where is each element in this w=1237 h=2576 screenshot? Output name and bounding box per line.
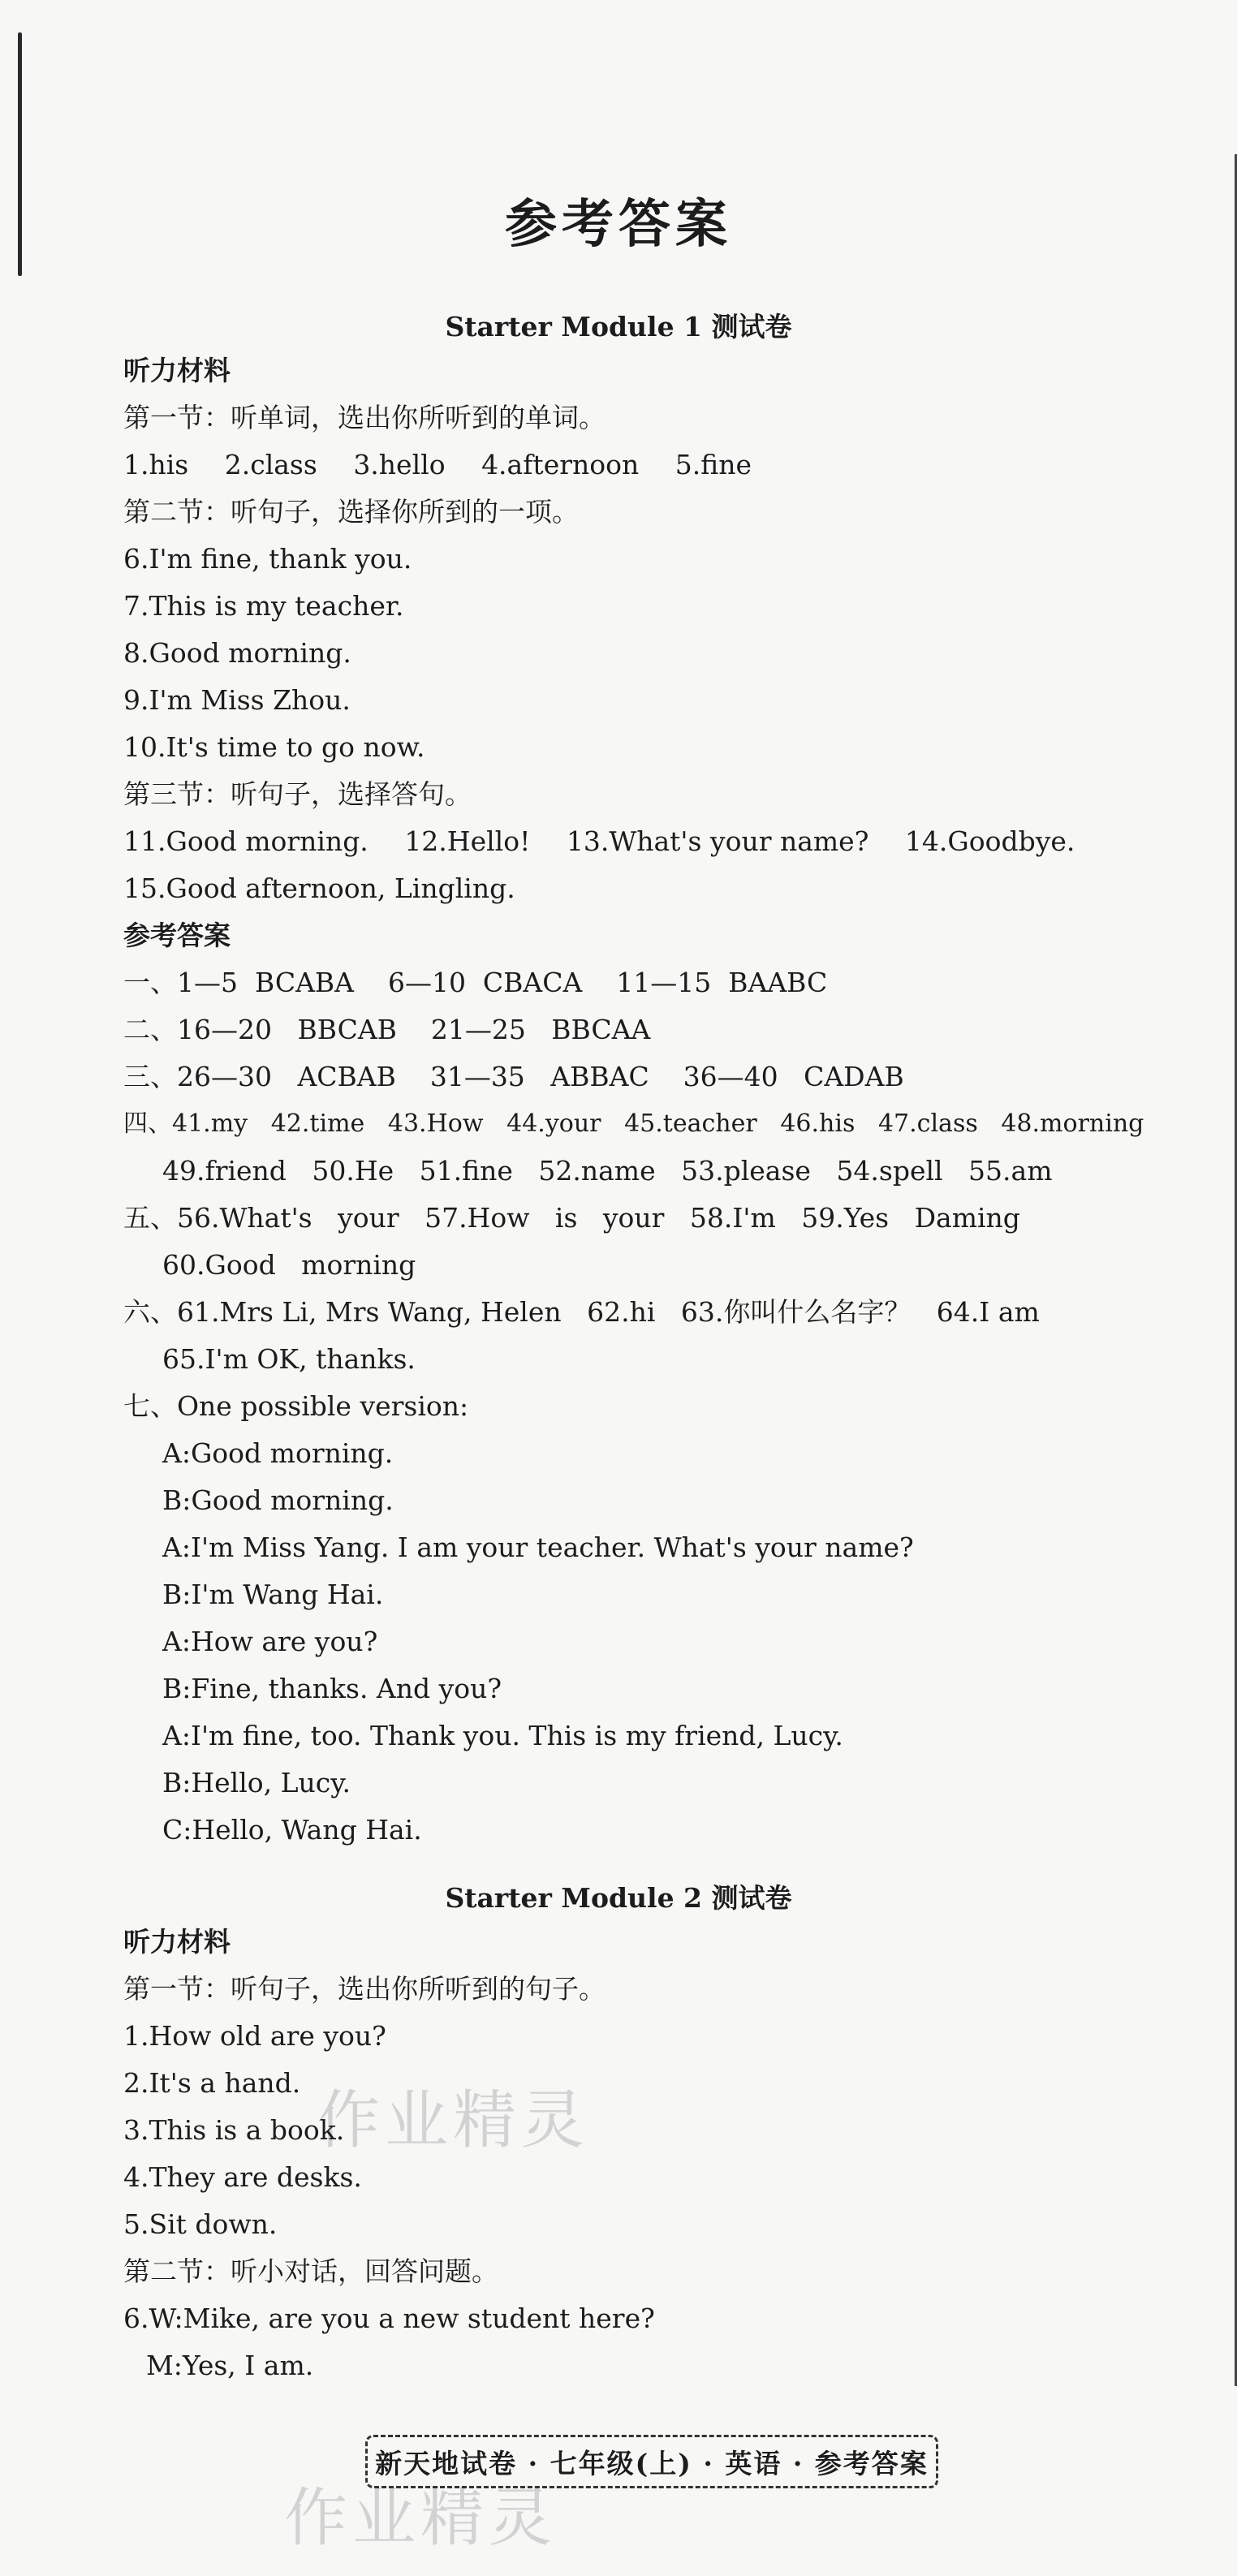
word-list [123,447,779,483]
list-item: 3.This is a book. [123,2114,345,2146]
answer-line: 二、16—20 BBCAB 21—25 BBCAA [123,1014,651,1045]
list-item: 8.Good morning. [123,637,351,669]
page-title: 参考答案 [505,194,732,255]
answer-line: 六、61.Mrs Li, Mrs Wang, Helen 62.hi 63.你叫什么名字？ 64.I am [123,1296,1040,1328]
list-item: 7.This is my teacher. [123,590,404,622]
list-item: 11.Good morning. [123,825,369,857]
list-item: 12.Hello! [404,825,531,857]
answers-heading: 参考答案 [123,920,231,951]
dialogue-line: B:Good morning. [162,1484,394,1516]
module1-heading: Starter Module 1 测试卷 [445,311,792,342]
list-item: 10.It's time to go now. [123,731,425,763]
list-item: 4.afternoon [481,449,640,480]
part-heading: 第二节：听句子，选择你所到的一项。 [123,496,579,528]
dialogue-line: B:I'm Wang Hai. [162,1579,384,1610]
answer-line: 七、One possible version: [123,1390,469,1422]
reply-list [123,824,1102,859]
list-item: 3.hello [353,449,446,480]
list-item: 1.his [123,449,189,480]
answer-line: 四、41.my 42.time 43.How 44.your 45.teacher 46.his 47.class 48.morning [123,1109,1144,1138]
part-heading: 第一节：听句子，选出你所听到的句子。 [123,1973,606,2005]
dialogue-line: A:How are you? [162,1626,378,1657]
answer-line: 三、26—30 ACBAB 31—35 ABBAC 36—40 CADAB [123,1061,904,1092]
part-heading: 第一节：听单词，选出你所听到的单词。 [123,402,606,433]
list-item: 13.What's your name? [566,825,869,857]
answer-line: 65.I'm OK, thanks. [162,1343,416,1375]
list-item: 5.fine [675,449,752,480]
dialogue-line: M:Yes, I am. [146,2350,314,2381]
answer-line: 60.Good morning [162,1249,416,1281]
dialogue-line: A:I'm Miss Yang. I am your teacher. What's your name? [162,1531,914,1563]
part-heading: 第二节：听小对话，回答问题。 [123,2255,498,2287]
dialogue-line: A:I'm fine, too. Thank you. This is my friend, Lucy. [162,1720,843,1751]
list-item: 4.They are desks. [123,2161,362,2193]
list-item: 5.Sit down. [123,2208,278,2240]
list-item: 2.It's a hand. [123,2067,301,2099]
module2-heading: Starter Module 2 测试卷 [445,1882,792,1914]
list-item: 6.I'm fine, thank you. [123,543,412,575]
dialogue-line: B:Fine, thanks. And you? [162,1673,502,1704]
part-heading: 第三节：听句子，选择答句。 [123,778,472,810]
listening-heading: 听力材料 [123,355,231,386]
listening-heading: 听力材料 [123,1926,231,1958]
page-footer: 新天地试卷 · 七年级(上) · 英语 · 参考答案 [365,2435,938,2488]
answer-line: 49.friend 50.He 51.fine 52.name 53.please 54.spell 55.am [162,1155,1053,1187]
dialogue-line: B:Hello, Lucy. [162,1767,351,1798]
dialogue-line: C:Hello, Wang Hai. [162,1814,422,1846]
watermark: 作业精灵 [284,2482,558,2555]
answer-line: 一、1—5 BCABA 6—10 CBACA 11—15 BAABC [123,967,828,998]
list-item: 1.How old are you? [123,2020,386,2052]
list-item: 9.I'm Miss Zhou. [123,684,351,716]
answer-line: 五、56.What's your 57.How is your 58.I'm 59.Yes Daming [123,1202,1020,1234]
dialogue-line: 6.W:Mike, are you a new student here? [123,2302,655,2334]
list-item: 15.Good afternoon, Lingling. [123,872,515,904]
list-item: 14.Goodbye. [904,825,1075,857]
watermark: 作业精灵 [317,2084,590,2157]
list-item: 2.class [224,449,317,480]
dialogue-line: A:Good morning. [162,1437,394,1469]
